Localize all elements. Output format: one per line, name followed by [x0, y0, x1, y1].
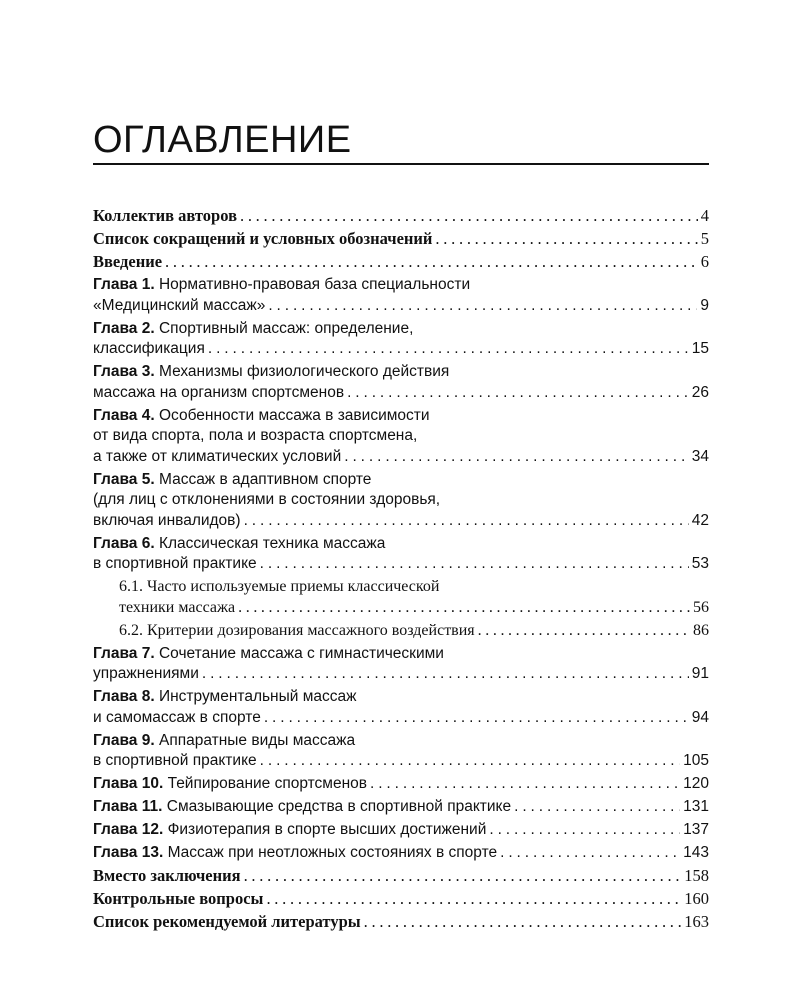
dot-leader: [260, 751, 680, 772]
toc-line: [93, 275, 709, 296]
page-number: 86: [693, 621, 709, 639]
toc-line: [93, 362, 709, 383]
toc-title-text: классификация: [93, 340, 205, 357]
page-number: 15: [691, 340, 709, 357]
toc-entry[interactable]: [93, 912, 709, 933]
title-underline: [93, 163, 709, 165]
toc-line: [119, 598, 709, 619]
toc-line: [93, 797, 709, 818]
toc-title-text: в спортивной практике: [93, 752, 257, 769]
chapter-number: Глава 5.: [93, 470, 155, 488]
toc-chapter-entry[interactable]: [93, 820, 709, 841]
toc-text: [93, 708, 261, 729]
toc-line: [93, 470, 709, 491]
toc-text: [93, 644, 444, 665]
page-number: 5: [700, 229, 709, 248]
toc-title-text: Особенности массажа в зависимости: [158, 406, 430, 424]
toc-subentry[interactable]: [93, 577, 709, 618]
toc-title-text: Сочетание массажа с гимнастическими: [158, 644, 444, 662]
dot-leader: [489, 820, 680, 841]
page-number: 91: [691, 665, 709, 682]
toc-line: [93, 644, 709, 665]
toc-title-text: (для лиц с отклонениями в состоянии здоровья,: [93, 491, 441, 508]
toc-title-text: Инструментальный массаж: [158, 688, 357, 705]
dot-leader: [244, 511, 689, 532]
toc-line: [93, 426, 709, 447]
toc-entry[interactable]: [93, 889, 709, 910]
toc-title-text: 6.2. Критерии дозирования массажного воздействия: [119, 621, 475, 639]
toc-text: [93, 774, 367, 795]
toc-line: [93, 731, 709, 752]
toc-line: [119, 621, 709, 642]
toc-title-text: в спортивной практике: [93, 555, 257, 572]
toc-title-text: а также от климатических условий: [93, 447, 342, 465]
toc-title-text: Коллектив авторов: [93, 206, 237, 225]
toc-text: [93, 554, 257, 575]
toc-entry[interactable]: [93, 252, 709, 273]
toc-title-text: Физиотерапия в спорте высших достижений: [167, 821, 487, 838]
toc-line: [93, 664, 709, 685]
dot-leader: [268, 296, 697, 317]
toc-entry[interactable]: [93, 866, 709, 887]
page-number: 158: [684, 866, 709, 885]
page-number: 4: [700, 206, 709, 225]
chapter-number: Глава 8.: [93, 688, 155, 705]
toc-title-text: Нормативно-правовая база специальности: [158, 276, 471, 293]
chapter-number: Глава 13.: [93, 844, 164, 861]
toc-text: [93, 889, 263, 910]
toc-line: [93, 447, 709, 468]
toc-line: [93, 206, 709, 227]
chapter-number: Глава 4.: [93, 406, 155, 424]
toc-title-text: Массаж в адаптивном спорте: [158, 470, 372, 488]
toc-text: [93, 511, 241, 532]
toc-title-text: Смазывающие средства в спортивной практике: [166, 798, 512, 815]
toc-chapter-entry[interactable]: [93, 774, 709, 795]
toc-title-text: массажа на организм спортсменов: [93, 383, 345, 401]
dot-leader: [202, 664, 689, 685]
toc-text: [93, 447, 341, 468]
toc-title-text: Список сокращений и условных обозначений: [93, 229, 433, 248]
toc-title-text: Спортивный массаж: определение,: [158, 319, 414, 337]
toc-line: [93, 554, 709, 575]
toc-line: [93, 319, 709, 340]
chapter-number: Глава 1.: [93, 276, 155, 293]
toc-text: [93, 206, 237, 227]
page-number: 42: [691, 511, 709, 529]
dot-leader: [240, 206, 698, 227]
dot-leader: [514, 797, 680, 818]
toc-title-text: Массаж при неотложных состояниях в спорте: [167, 844, 498, 861]
toc-text: [93, 383, 344, 404]
toc-chapter-entry[interactable]: [93, 731, 709, 772]
dot-leader: [260, 554, 689, 575]
toc-line: [93, 820, 709, 841]
toc-chapter-entry[interactable]: [93, 687, 709, 728]
page-number: 120: [683, 775, 709, 792]
toc-text: [119, 598, 235, 619]
toc-title-text: 6.1. Часто используемые приемы классической: [119, 578, 440, 595]
page-number: 131: [683, 798, 709, 815]
page-number: 94: [691, 708, 709, 726]
toc-title-text: Аппаратные виды массажа: [158, 731, 356, 749]
toc-line: [93, 889, 709, 910]
toc-title-text: «Медицинский массаж»: [93, 296, 266, 314]
toc-title-text: и самомассаж в спорте: [93, 708, 261, 726]
toc-text: [119, 621, 475, 642]
toc-text: [93, 426, 417, 447]
dot-leader: [208, 339, 689, 360]
page-number: 9: [700, 296, 709, 314]
toc-text: [93, 687, 357, 708]
toc-title-text: Механизмы физиологического действия: [158, 363, 450, 380]
chapter-number: Глава 12.: [93, 821, 164, 838]
toc-text: [93, 275, 470, 296]
toc-line: [93, 751, 709, 772]
toc-text: [93, 797, 511, 818]
toc-title-text: Вместо заключения: [93, 866, 241, 885]
toc-title-text: от вида спорта, пола и возраста спортсмена,: [93, 427, 418, 444]
toc-line: [93, 708, 709, 729]
toc-title-text: Контрольные вопросы: [93, 889, 264, 908]
page-number: 53: [691, 555, 709, 572]
toc-text: [93, 490, 440, 511]
toc-text: [119, 577, 439, 598]
toc-text: [93, 731, 355, 752]
table-of-contents: [93, 206, 709, 935]
dot-leader: [264, 708, 689, 729]
toc-chapter-entry[interactable]: [93, 275, 709, 316]
dot-leader: [266, 889, 681, 910]
toc-text: [93, 296, 265, 317]
toc-line: [93, 229, 709, 250]
dot-leader: [500, 843, 680, 864]
toc-text: [93, 252, 162, 273]
toc-subentry[interactable]: [93, 621, 709, 642]
toc-line: [93, 339, 709, 360]
dot-leader: [347, 383, 689, 404]
page-title: ОГЛАВЛЕНИЕ: [93, 119, 352, 161]
toc-line: [93, 490, 709, 511]
toc-title-text: упражнениями: [93, 665, 199, 682]
dot-leader: [344, 447, 689, 468]
toc-text: [93, 534, 385, 555]
toc-chapter-entry[interactable]: [93, 534, 709, 575]
dot-leader: [435, 229, 697, 250]
toc-text: [93, 229, 432, 250]
dot-leader: [478, 621, 690, 642]
dot-leader: [244, 866, 682, 887]
page-number: 137: [683, 821, 709, 838]
toc-chapter-entry[interactable]: [93, 843, 709, 864]
toc-title-text: включая инвалидов): [93, 511, 241, 529]
toc-line: [93, 843, 709, 864]
page-number: 26: [691, 383, 709, 401]
chapter-number: Глава 11.: [93, 798, 163, 815]
toc-chapter-entry[interactable]: [93, 470, 709, 532]
dot-leader: [370, 774, 680, 795]
toc-text: [93, 820, 486, 841]
toc-text: [93, 843, 497, 864]
toc-line: [93, 912, 709, 933]
toc-text: [93, 319, 413, 340]
toc-line: [119, 577, 709, 598]
toc-chapter-entry[interactable]: [93, 406, 709, 468]
toc-title-text: Введение: [93, 252, 163, 271]
toc-line: [93, 252, 709, 273]
page-number: 56: [693, 598, 709, 616]
toc-text: [93, 339, 205, 360]
toc-chapter-entry[interactable]: [93, 362, 709, 403]
page-number: 143: [683, 844, 709, 861]
toc-text: [93, 406, 430, 427]
chapter-number: Глава 6.: [93, 534, 155, 552]
chapter-number: Глава 3.: [93, 363, 155, 380]
toc-line: [93, 687, 709, 708]
dot-leader: [364, 912, 682, 933]
toc-title-text: Тейпирование спортсменов: [167, 775, 367, 792]
toc-title-text: Классическая техника массажа: [158, 534, 386, 552]
dot-leader: [165, 252, 698, 273]
page-number: 6: [700, 252, 709, 271]
page-number: 105: [683, 752, 709, 769]
toc-text: [93, 912, 361, 933]
chapter-number: Глава 9.: [93, 731, 155, 749]
dot-leader: [238, 598, 690, 619]
toc-line: [93, 774, 709, 795]
toc-line: [93, 383, 709, 404]
toc-text: [93, 362, 449, 383]
toc-line: [93, 511, 709, 532]
page-number: 34: [691, 447, 709, 465]
toc-text: [93, 470, 371, 491]
page-number: 163: [684, 912, 709, 931]
toc-entry[interactable]: [93, 206, 709, 227]
page-number: 160: [684, 889, 709, 908]
toc-line: [93, 866, 709, 887]
chapter-number: Глава 7.: [93, 644, 155, 662]
chapter-number: Глава 2.: [93, 319, 155, 337]
toc-text: [93, 751, 257, 772]
toc-chapter-entry[interactable]: [93, 797, 709, 818]
toc-line: [93, 534, 709, 555]
toc-text: [93, 866, 241, 887]
toc-title-text: Список рекомендуемой литературы: [93, 912, 361, 931]
toc-line: [93, 296, 709, 317]
toc-entry[interactable]: [93, 229, 709, 250]
toc-title-text: техники массажа: [119, 598, 236, 616]
toc-text: [93, 664, 199, 685]
toc-chapter-entry[interactable]: [93, 319, 709, 360]
chapter-number: Глава 10.: [93, 775, 164, 792]
toc-line: [93, 406, 709, 427]
toc-chapter-entry[interactable]: [93, 644, 709, 685]
